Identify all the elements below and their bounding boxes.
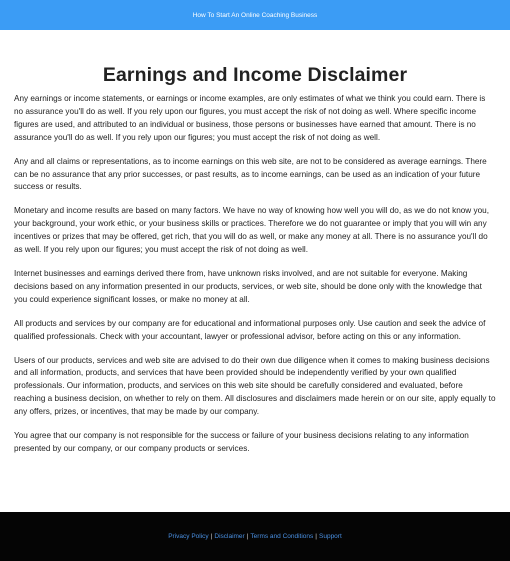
disclaimer-paragraph: All products and services by our company are for educational and informational purposes only. Use caution and seek the advice of qualified professionals. Check with your accountant, lawyer or professional advisor, before acting on this or any information.: [14, 318, 486, 341]
disclaimer-paragraph: Monetary and income results are based on many factors. We have no way of knowing how well you will do, as we do not know you, your background, your work ethic, or your business skills or practices. Therefore we do not guarantee or imply that you will win any incentives or prizes that may be offered, get rich, that you will do as well, or make any money at all. There is no assurance you'll do as well. If you rely upon our figures; you must accept the risk of not doing as well.: [14, 206, 489, 255]
page-title: Earnings and Income Disclaimer: [102, 64, 408, 86]
footer-link-terms[interactable]: Terms and Conditions: [250, 533, 314, 540]
site-title-link[interactable]: How To Start An Online Coaching Business: [192, 11, 318, 19]
footer-separator: |: [246, 533, 249, 540]
site-footer: [0, 512, 510, 561]
footer-link-disclaimer[interactable]: Disclaimer: [214, 533, 245, 540]
disclaimer-paragraph: You agree that our company is not responsible for the success or failure of your business decisions relating to any information presented by our company, or our company products or services.: [14, 431, 469, 453]
site-header: [0, 0, 510, 30]
footer-separator: |: [315, 533, 317, 540]
disclaimer-paragraph: Any and all claims or representations, as to income earnings on this web site, are not to be considered as average earnings. There can be no assurance that any prior successes, or past results, as to income earnings, can be used as an indication of your future success or results.: [14, 156, 487, 192]
main-content: [14, 64, 496, 467]
footer-separator: |: [210, 533, 213, 540]
disclaimer-paragraph: Internet businesses and earnings derived there from, have unknown risks involved, and are not suitable for everyone. Making decisions based on any information presented in our products, services, or web site, should be done only with the knowledge that you could experience significant losses, or make no money at all.: [14, 268, 482, 304]
footer-link-privacy-policy[interactable]: Privacy Policy: [168, 533, 209, 540]
disclaimer-paragraph: Users of our products, services and web site are advised to do their own due diligence when it comes to making business decisions and all information, products, and services that have been provided should be independently verified by your own qualified professionals. Our information, products, and services on this web site should be carefully considered and evaluated, before reaching a business decision, on whether to rely on them. All disclosures and disclaimers made herein or on our site, apply equally to any offers, prizes, or incentives, that may be made by our company.: [14, 355, 496, 417]
disclaimer-paragraph: Any earnings or income statements, or earnings or income examples, are only estimates of what we think you could earn. There is no assurance you'll do as well. If you rely upon our figures, you must accept the risk of not doing as well. Where specific income figures are used, and attributed to an individual or business, those persons or businesses have earned that amount. There is no assurance you'll do as well. If you rely upon our figures; you must accept the risk of not doing as well.: [14, 94, 486, 142]
footer-link-support[interactable]: Support: [319, 533, 342, 540]
